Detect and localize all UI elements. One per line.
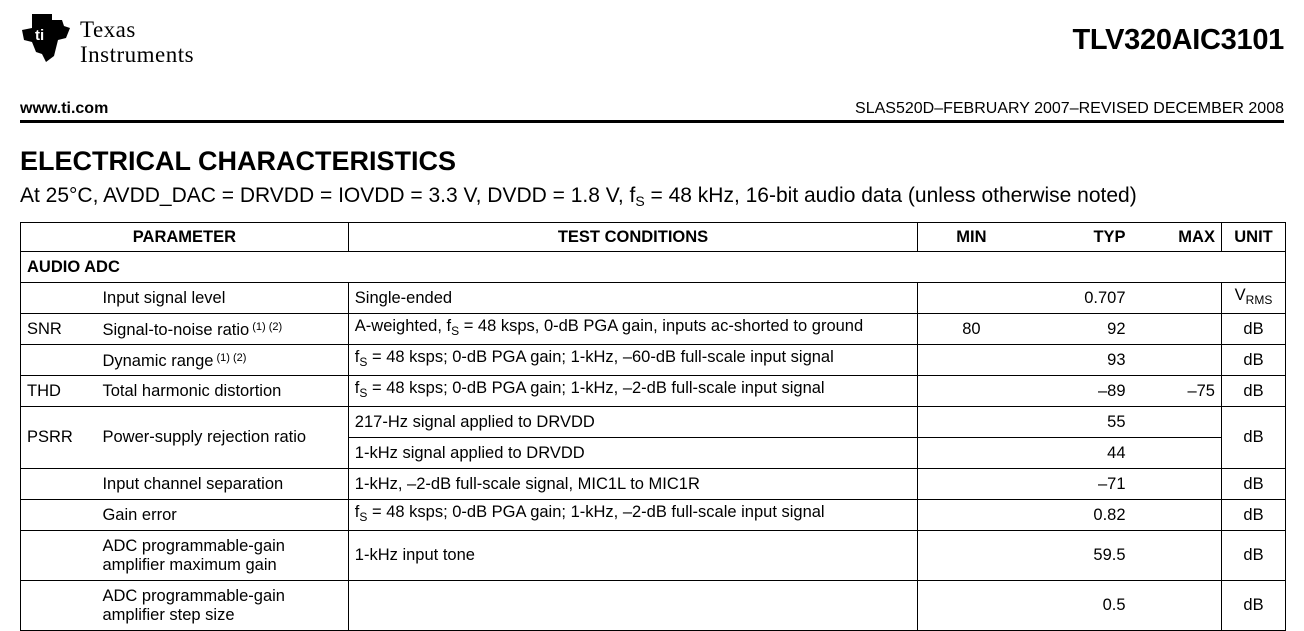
website-link[interactable]: www.ti.com — [20, 100, 109, 117]
svg-text:ti: ti — [35, 27, 45, 44]
row-unit: dB — [1221, 376, 1285, 407]
row-symbol — [21, 581, 97, 631]
fs-symbol: f — [354, 348, 360, 366]
section-title: ELECTRICAL CHARACTERISTICS — [20, 146, 457, 176]
row-min — [918, 283, 1025, 314]
part-number: TLV320AIC3101 — [1072, 24, 1284, 56]
conditions-text-post: = 48 kHz, 16-bit audio data (unless otherwise noted) — [644, 184, 1137, 207]
fs-symbol: f — [354, 379, 360, 397]
logo-word-texas: Texas — [80, 17, 136, 42]
row-max — [1132, 283, 1222, 314]
row-max — [1132, 345, 1222, 376]
parameter-line-1: ADC programmable-gain — [102, 536, 285, 555]
parameter-name: Signal-to-noise ratio — [102, 321, 250, 339]
row-condition: 1-kHz input tone — [348, 531, 917, 581]
row-typ: –71 — [1025, 469, 1132, 500]
parameter-line-2: amplifier maximum gain — [102, 555, 277, 574]
parameter-line-2: amplifier step size — [102, 605, 235, 624]
row-max — [1132, 581, 1222, 631]
table-row — [21, 500, 1286, 531]
row-min — [918, 469, 1025, 500]
row-symbol — [21, 469, 97, 500]
row-max — [1132, 531, 1222, 581]
row-condition: 1-kHz signal applied to DRVDD — [348, 438, 917, 469]
parameter-name: Dynamic range — [102, 352, 214, 370]
row-min — [918, 581, 1025, 631]
footnote-ref: (1) (2) — [252, 321, 283, 333]
row-typ: 59.5 — [1025, 531, 1132, 581]
row-max — [1132, 438, 1222, 469]
row-typ: 0.707 — [1025, 283, 1132, 314]
row-unit: dB — [1221, 407, 1285, 469]
row-symbol: PSRR — [21, 407, 97, 469]
unit-main: V — [1234, 286, 1246, 304]
header-max: MAX — [1132, 223, 1222, 252]
row-unit: dB — [1221, 314, 1285, 345]
row-typ: 55 — [1025, 407, 1132, 438]
row-parameter: Input channel separation — [96, 469, 348, 500]
row-condition: Single-ended — [348, 283, 917, 314]
row-typ: –89 — [1025, 376, 1132, 407]
header-min: MIN — [918, 223, 1025, 252]
row-symbol — [21, 500, 97, 531]
row-typ: 0.82 — [1025, 500, 1132, 531]
header-unit: UNIT — [1221, 223, 1285, 252]
row-unit — [1221, 283, 1285, 314]
row-max — [1132, 407, 1222, 438]
row-parameter: Gain error — [96, 500, 348, 531]
condition-post: = 48 ksps; 0-dB PGA gain; 1-kHz, –2-dB full-scale input signal — [367, 379, 825, 397]
fs-subscript: S — [359, 355, 368, 369]
row-typ: 0.5 — [1025, 581, 1132, 631]
table-row — [21, 345, 1286, 376]
row-symbol — [21, 531, 97, 581]
table-row — [21, 314, 1286, 345]
row-min — [918, 407, 1025, 438]
fs-subscript: S — [359, 386, 368, 400]
condition-post: = 48 ksps, 0-dB PGA gain, inputs ac-shorted to ground — [459, 317, 864, 335]
row-min — [918, 531, 1025, 581]
table-row — [21, 376, 1286, 407]
condition-pre: A-weighted, — [354, 317, 447, 335]
ti-logo — [18, 10, 258, 70]
table-row — [21, 407, 1286, 438]
row-typ: 93 — [1025, 345, 1132, 376]
condition-post: = 48 ksps; 0-dB PGA gain; 1-kHz, –60-dB full-scale input signal — [367, 348, 834, 366]
row-parameter: Input signal level — [96, 283, 348, 314]
ti-emblem-icon — [18, 10, 74, 66]
row-condition — [348, 345, 917, 376]
table-row — [21, 581, 1286, 631]
row-condition — [348, 500, 917, 531]
electrical-characteristics-table — [20, 222, 1286, 631]
conditions-subscript: S — [635, 193, 645, 209]
row-min — [918, 376, 1025, 407]
row-min: 80 — [918, 314, 1025, 345]
row-min — [918, 500, 1025, 531]
row-condition — [348, 581, 917, 631]
logo-word-instruments: Instruments — [80, 42, 195, 67]
header-parameter: PARAMETER — [21, 223, 349, 252]
row-typ: 92 — [1025, 314, 1132, 345]
row-symbol — [21, 283, 97, 314]
row-condition: 1-kHz, –2-dB full-scale signal, MIC1L to MIC1R — [348, 469, 917, 500]
row-unit: dB — [1221, 500, 1285, 531]
row-symbol: THD — [21, 376, 97, 407]
table-header-row — [21, 223, 1286, 252]
header-rule — [20, 120, 1284, 123]
table-row — [21, 469, 1286, 500]
row-unit: dB — [1221, 345, 1285, 376]
row-min — [918, 438, 1025, 469]
row-min — [918, 345, 1025, 376]
row-symbol: SNR — [21, 314, 97, 345]
header-typ: TYP — [1025, 223, 1132, 252]
document-reference: SLAS520D–FEBRUARY 2007–REVISED DECEMBER 2008 — [855, 100, 1284, 117]
table-row — [21, 283, 1286, 314]
table-row — [21, 531, 1286, 581]
row-condition — [348, 314, 917, 345]
header-test-conditions: TEST CONDITIONS — [348, 223, 917, 252]
row-condition — [348, 376, 917, 407]
conditions-text-pre: At 25°C, AVDD_DAC = DRVDD = IOVDD = 3.3 V, DVDD = 1.8 V, f — [20, 184, 636, 207]
section-conditions — [20, 184, 1137, 209]
footnote-ref: (1) (2) — [216, 352, 247, 364]
row-parameter: Total harmonic distortion — [96, 376, 348, 407]
unit-subscript: RMS — [1245, 293, 1273, 307]
row-symbol — [21, 345, 97, 376]
fs-subscript: S — [451, 324, 460, 338]
group-label: AUDIO ADC — [21, 252, 1286, 283]
row-condition: 217-Hz signal applied to DRVDD — [348, 407, 917, 438]
group-row — [21, 252, 1286, 283]
row-parameter: Power-supply rejection ratio — [96, 407, 348, 469]
fs-symbol: f — [354, 503, 360, 521]
row-max: –75 — [1132, 376, 1222, 407]
row-typ: 44 — [1025, 438, 1132, 469]
row-max — [1132, 500, 1222, 531]
row-parameter — [96, 531, 348, 581]
row-unit: dB — [1221, 531, 1285, 581]
parameter-line-1: ADC programmable-gain — [102, 586, 285, 605]
row-parameter — [96, 581, 348, 631]
row-unit: dB — [1221, 581, 1285, 631]
fs-symbol: f — [446, 317, 452, 335]
row-unit: dB — [1221, 469, 1285, 500]
row-max — [1132, 469, 1222, 500]
condition-post: = 48 ksps; 0-dB PGA gain; 1-kHz, –2-dB full-scale input signal — [367, 503, 825, 521]
row-parameter — [96, 314, 348, 345]
row-max — [1132, 314, 1222, 345]
fs-subscript: S — [359, 510, 368, 524]
row-parameter — [96, 345, 348, 376]
